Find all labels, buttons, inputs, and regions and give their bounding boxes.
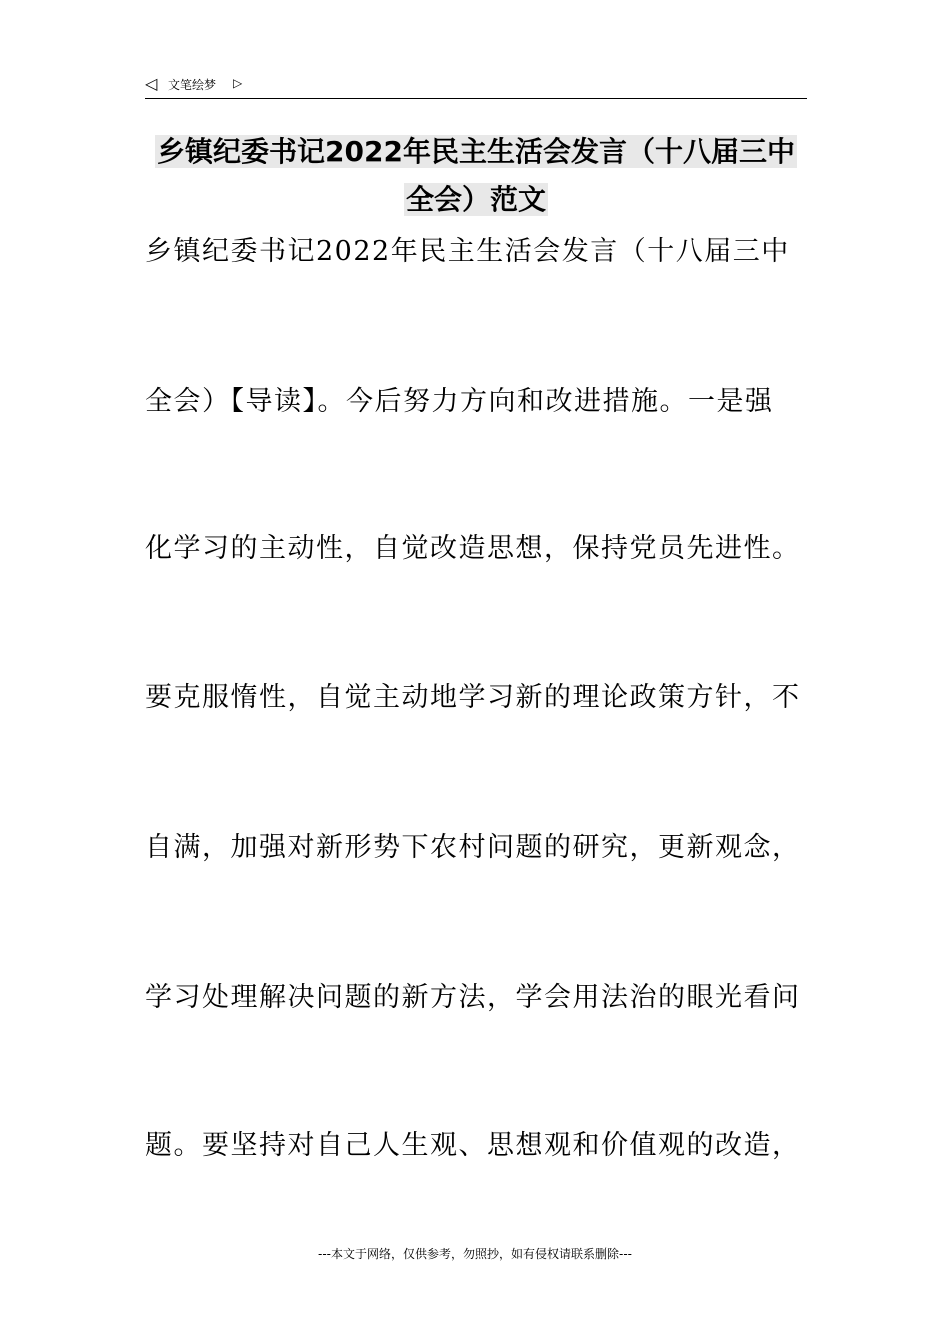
document-title-text: 乡镇纪委书记2022年民主生活会发言（十八届三中全会）范文 bbox=[157, 135, 795, 216]
body-line-1: 乡镇纪委书记2022年民主生活会发言（十八届三中 bbox=[145, 236, 790, 267]
document-title bbox=[145, 128, 807, 224]
body-line-4: 要克服惰性，自觉主动地学习新的理论政策方针，不 bbox=[145, 682, 801, 713]
body-line-3: 化学习的主动性，自觉改造思想，保持党员先进性。 bbox=[145, 533, 801, 564]
body-line-2: 全会）【导读】。今后努力方向和改进措施。一是强 bbox=[145, 386, 774, 417]
body-line-6: 学习处理解决问题的新方法，学会用法治的眼光看问 bbox=[145, 982, 801, 1013]
body-line-5: 自满，加强对新形势下农村问题的研究，更新观念， bbox=[145, 832, 801, 863]
page-footer: ---本文于网络，仅供参考，勿照抄，如有侵权请联系删除--- bbox=[318, 1247, 632, 1261]
right-triangle-icon: ▷ bbox=[233, 76, 243, 90]
header-brand: 文笔绘梦 bbox=[168, 78, 217, 92]
page-header bbox=[145, 72, 807, 99]
body-line-7: 题。要坚持对自己人生观、思想观和价值观的改造， bbox=[145, 1130, 801, 1161]
left-triangle-icon: ◁ bbox=[145, 74, 158, 93]
